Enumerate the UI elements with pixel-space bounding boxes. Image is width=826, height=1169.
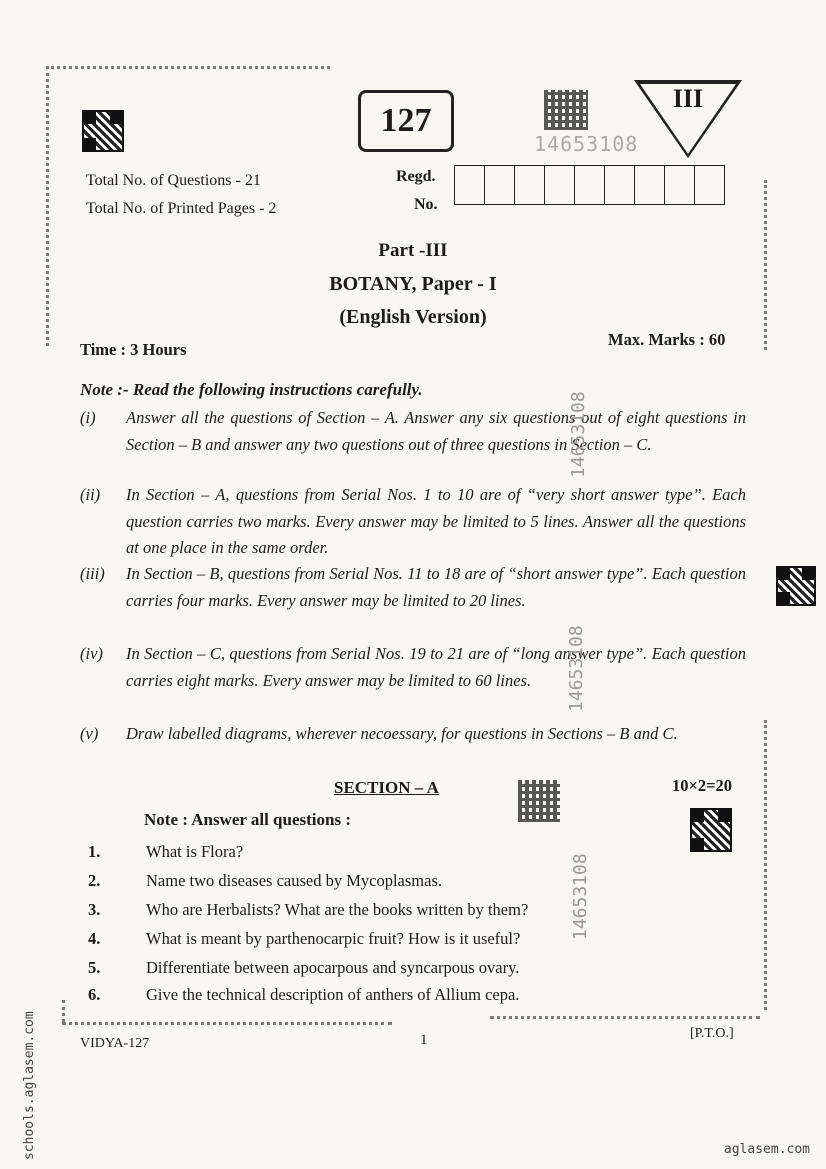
side-watermark: schools.aglasem.com [22, 1011, 37, 1160]
left-border [46, 66, 49, 346]
paper-code-box [358, 90, 454, 152]
question-text: What is Flora? [146, 842, 244, 861]
corner-watermark: aglasem.com [723, 1142, 810, 1157]
instruction-text: Draw labelled diagrams, wherever necoessary, for questions in Sections – B and C. [126, 724, 678, 743]
qr-code-icon [690, 808, 732, 852]
instruction-text: Answer all the questions of Section – A. Answer any six questions out of eight questions in Section – B and answer any two questions out of three questions in Section – C. [126, 408, 746, 454]
instructions-heading: Note :- Read the following instructions carefully. [80, 380, 423, 399]
instruction-item [80, 721, 750, 775]
instruction-number: (iv) [80, 644, 103, 663]
pto-label: [P.T.O.] [690, 1026, 734, 1041]
subject-title: BOTANY, Paper - I [329, 273, 497, 295]
question-number: 6. [88, 985, 101, 1004]
instruction-item [80, 405, 750, 485]
section-a-marks: 10×2=20 [672, 776, 733, 795]
instruction-text: In Section – B, questions from Serial Nos. 11 to 18 are of “short answer type”. Each question carries four marks. Every answer may be limited to 20 lines. [126, 564, 746, 610]
section-a-title: SECTION – A [334, 778, 439, 797]
page-number: 1 [420, 1032, 428, 1048]
question-text: Who are Herbalists? What are the books written by them? [146, 900, 529, 919]
question-text: Differentiate between apocarpous and syncarpous ovary. [146, 958, 520, 977]
time-info: Time : 3 Hours [80, 340, 187, 359]
question-text: Name two diseases caused by Mycoplasmas. [146, 871, 443, 890]
bottom-border-right [490, 1016, 760, 1019]
barcode-icon [518, 780, 560, 822]
question-text: Give the technical description of anthers of Allium cepa. [146, 985, 520, 1004]
regd-no-label: No. [414, 196, 438, 213]
question-number: 2. [88, 871, 101, 890]
instruction-number: (i) [80, 408, 96, 427]
question-number: 5. [88, 958, 101, 977]
regd-label: Regd. [396, 168, 436, 185]
left-border-lower [62, 1000, 65, 1022]
instruction-text: In Section – C, questions from Serial Nos. 19 to 21 are of “long answer type”. Each question carries eight marks. Every answer may be limited to 60 lines. [126, 644, 746, 690]
right-border-lower [764, 720, 767, 1010]
max-marks: Max. Marks : 60 [608, 330, 726, 349]
vertical-stamp: 14653108 [566, 625, 587, 712]
total-pages: Total No. of Printed Pages - 2 [86, 200, 277, 217]
question-number: 3. [88, 900, 101, 919]
question-number: 4. [88, 929, 101, 948]
instruction-item [80, 561, 750, 641]
vertical-stamp: 14653108 [568, 391, 589, 478]
side-qr-code-icon [776, 566, 816, 606]
question-text: What is meant by parthenocarpic fruit? How is it useful? [146, 929, 521, 948]
instruction-number: (ii) [80, 485, 101, 504]
instruction-item [80, 641, 750, 721]
regd-number-boxes [454, 165, 725, 205]
instruction-item [80, 482, 750, 562]
barcode-icon [544, 90, 588, 130]
vertical-stamp: 14653108 [570, 853, 591, 940]
total-questions: Total No. of Questions - 21 [86, 172, 261, 189]
barcode-number: 14653108 [534, 132, 639, 156]
paper-code: 127 [380, 102, 432, 139]
instruction-number: (v) [80, 724, 99, 743]
part-title: Part -III [378, 240, 448, 261]
section-a-note: Note : Answer all questions : [144, 810, 351, 829]
instruction-number: (iii) [80, 564, 105, 583]
bottom-border-left [62, 1022, 392, 1025]
qr-code-icon [82, 110, 124, 152]
top-border [46, 66, 330, 69]
instruction-text: In Section – A, questions from Serial Nos. 1 to 10 are of “very short answer type”. Each question carries two marks. Every answer may be limited to 5 lines. Answer all the questions at one place in the same order. [126, 485, 746, 557]
set-label: III [672, 84, 704, 113]
footer-code: VIDYA-127 [80, 1036, 150, 1051]
question-number: 1. [88, 842, 101, 861]
version-title: (English Version) [339, 306, 487, 328]
